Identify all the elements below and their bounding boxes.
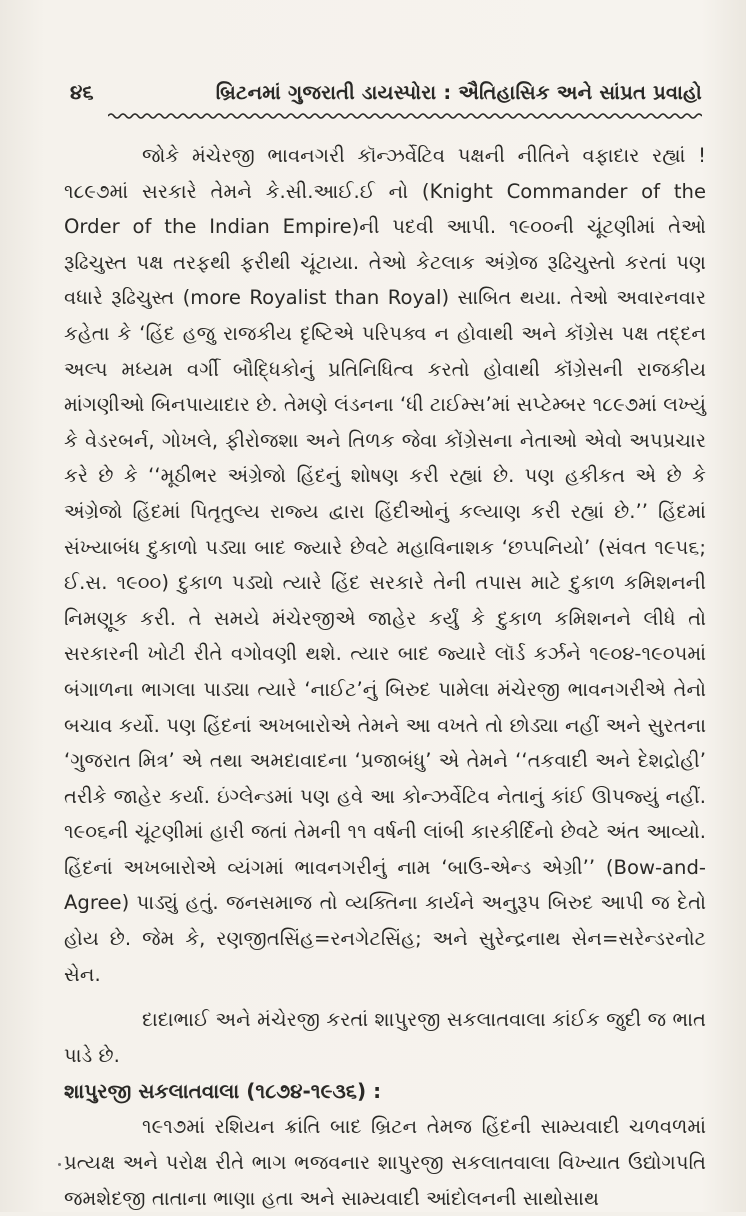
wavy-rule-graphic <box>108 112 702 120</box>
running-header <box>70 80 702 104</box>
page-number: ૪૬ <box>70 80 94 104</box>
paragraph-bhavnagari: જોકે મંચેરજી ભાવનગરી કૉન્ઝર્વેટિવ પક્ષની નીતિને વફાદાર રહ્યાં ! ૧૮૯૭માં સરકારે તેમને કે.સી.આઈ.ઈ નો (Knight Commander of the Order of the Indian Empire)ની પદવી આપી. ૧૯૦૦ની ચૂંટણીમાં તેઓ રૂઢિચુસ્ત પક્ષ તરફથી ફરીથી ચૂંટાયા. તેઓ કેટલાક અંગ્રેજ રૂઢિચુસ્તો કરતાં પણ વધારે રૂઢિચુસ્ત (more Royalist than Royal) સાબિત થયા. તેઓ અવારનવાર કહેતા કે ‘હિંદ હજુ રાજકીય દૃષ્ટિએ પરિપક્વ ન હોવાથી અને કૉંગ્રેસ પક્ષ તદ્દન અલ્પ મધ્યમ વર્ગી બૌદ્ધિકોનું પ્રતિનિધિત્વ કરતો હોવાથી કૉંગ્રેસની રાજકીય માંગણીઓ બિનપાયાદાર છે. તેમણે લંડનના ‘ધી ટાઈમ્સ’માં સપ્ટેમ્બર ૧૮૯૭માં લખ્યું કે વેડરબર્ન, ગોખલે, ફીરોજશા અને તિળક જેવા કોંગ્રેસના નેતાઓ એવો અપપ્રચાર કરે છે કે ‘‘મૂઠીભર અંગ્રેજો હિંદનું શોષણ કરી રહ્યાં છે. પણ હકીકત એ છે કે અંગ્રેજો હિંદમાં પિતૃતુલ્ય રાજ્ય દ્વારા હિંદીઓનું કલ્યાણ કરી રહ્યાં છે.’’ હિંદમાં સંખ્યાબંધ દુકાળો પડ્યા બાદ જ્યારે છેવટે મહાવિનાશક ‘છપ્પનિયો’ (સંવત ૧૯૫૬; ઈ.સ. ૧૯૦૦) દુકાળ પડ્યો ત્યારે હિંદ સરકારે તેની તપાસ માટે દુકાળ કમિશનની નિમણૂક કરી. તે સમયે મંચેરજીએ જાહેર કર્યું કે દુકાળ કમિશનને લીધે તો સરકારની ખોટી રીતે વગોવણી થશે. ત્યાર બાદ જ્યારે લૉર્ડ કર્ઝને ૧૯૦૪-૧૯૦૫માં બંગાળના ભાગલા પાડ્યા ત્યારે ‘નાઈટ’નું બિરુદ પામેલા મંચેરજી ભાવનગરીએ તેનો બચાવ કર્યો. પણ હિંદનાં અખબારોએ તેમને આ વખતે તો છોડ્યા નહીં અને સુરતના ‘ગુજરાત મિત્ર’ એ તથા અમદાવાદના ‘પ્રજાબંધુ’ એ તેમને ‘‘તકવાદી અને દેશદ્રોહી’ તરીકે જાહેર કર્યા. ઇંગ્લેન્ડમાં પણ હવે આ કોન્ઝર્વેટિવ નેતાનું કાંઈ ઊપજ્યું નહીં. ૧૯૦૬ની ચૂંટણીમાં હારી જતાં તેમની ૧૧ વર્ષની લાંબી કારકીર્દિનો છેવટે અંત આવ્યો. હિંદનાં અખબારોએ વ્યંગમાં ભાવનગરીનું નામ ‘બાઉ-એન્ડ એગ્રી’’ (Bow-and-Agree) પાડ્યું હતું. જનસમાજ તો વ્યક્તિના કાર્યને અનુરૂપ બિરુદ આપી જ દેતો હોય છે. જેમ કે, રણજીતસિંહ=રનગેટસિંહ; અને સુરેન્દ્રનાથ સેન=સરેન્ડરનોટ સેન. <box>64 144 706 986</box>
section-heading: શાપુરજી સકલાતવાલા (૧૮૭૪-૧૯૩૬) : <box>64 1079 382 1104</box>
page-speck <box>58 1163 61 1166</box>
page-body <box>64 138 706 1216</box>
wavy-header-rule <box>108 112 702 120</box>
paragraph-transition: દાદાભાઈ અને મંચેરજી કરતાં શાપુરજી સકલાતવાલા કાંઈક જુદી જ ભાત પાડે છે. <box>64 1008 706 1067</box>
paragraph-saklatvala: ૧૯૧૭માં રશિયન ક્રાંતિ બાદ બ્રિટન તેમજ હિંદની સામ્યવાદી ચળવળમાં પ્રત્યક્ષ અને પરોક્ષ રીતે ભાગ ભજવનાર શાપુરજી સકલાતવાલા વિખ્યાત ઉદ્યોગપતિ જમશેદજી તાતાના ભાણા હતા અને સામ્યવાદી આંદોલનની સાથોસાથ <box>64 1115 706 1210</box>
running-title: બ્રિટનમાં ગુજરાતી ડાયસ્પોરા : ઐતિહાસિક અને સાંપ્રત પ્રવાહો <box>215 81 702 104</box>
paragraph-gap <box>64 992 706 1002</box>
